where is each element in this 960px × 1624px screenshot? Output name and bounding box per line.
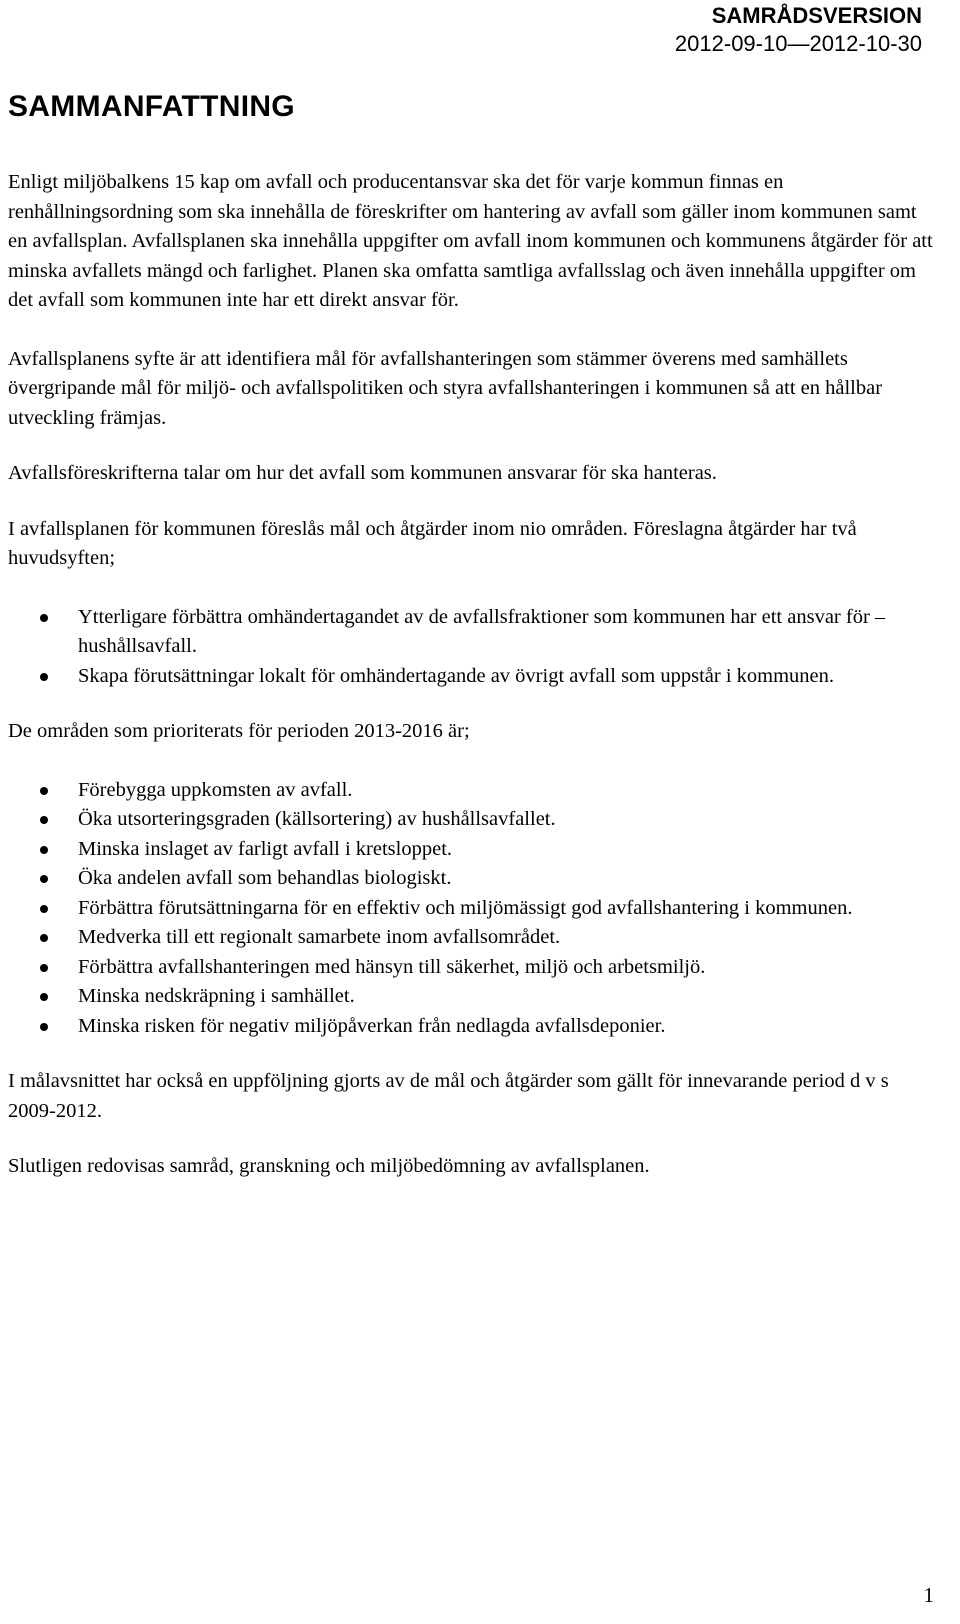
bullet-icon [40,673,48,681]
list-item [8,835,938,865]
page-title: SAMMANFATTNING [8,90,295,123]
paragraph: Avfallsföreskrifterna talar om hur det avfall som kommunen ansvarar för ska hanteras. [8,462,717,484]
priorities-list [8,776,938,1042]
paragraph: De områden som prioriterats för perioden 2013-2016 är; [8,720,470,742]
list-item-text: Skapa förutsättningar lokalt för omhändertagande av övrigt avfall som uppstår i kommunen. [78,664,835,687]
list-item-text: Förbättra förutsättningarna för en effektiv och miljömässigt god avfallshantering i kommunen. [78,896,853,919]
bullet-icon [40,614,48,622]
bullet-icon [40,964,48,972]
paragraph: I avfallsplanen för kommunen föreslås mål och åtgärder inom nio områden. Föreslagna åtgärder har två huvudsyften; [8,517,857,569]
paragraph: Avfallsplanens syfte är att identifiera mål för avfallshanteringen som stämmer överens med samhällets övergripande mål för miljö- och avfallspolitiken och styra avfallshanteringen i kommunen så att en hållbar utveckling främjas. [8,347,883,429]
bullet-icon [40,787,48,795]
list-item-text: Medverka till ett regionalt samarbete inom avfallsområdet. [78,926,561,948]
list-item [8,1012,938,1042]
consultation-period: 2012-09-10—2012-10-30 [674,31,922,56]
list-item [8,953,938,983]
paragraph: Slutligen redovisas samråd, granskning och miljöbedömning av avfallsplanen. [8,1155,650,1177]
list-item [8,864,938,894]
page-number: 1 [923,1583,934,1607]
paragraph: I målavsnittet har också en uppföljning gjorts av de mål och åtgärder som gällt för innevarande period d v s 2009-2012. [8,1070,889,1122]
list-item-text: Förbättra avfallshanteringen med hänsyn till säkerhet, miljö och arbetsmiljö. [78,955,706,978]
list-item [8,776,938,806]
bullet-icon [40,875,48,883]
list-item-text: Förebygga uppkomsten av avfall. [78,778,353,801]
bullet-icon [40,905,48,913]
list-item-text: Öka utsorteringsgraden (källsortering) av hushållsavfallet. [78,808,556,830]
bullet-icon [40,816,48,824]
document-header [675,2,922,58]
list-item-text: Ytterligare förbättra omhändertagandet av de avfallsfraktioner som kommunen har ett ansvar för – hushållsavfall. [78,605,886,657]
document-body [8,168,938,1182]
list-item-text: Minska risken för negativ miljöpåverkan från nedlagda avfallsdeponier. [78,1014,666,1037]
list-item [8,923,938,953]
list-item [8,894,938,924]
bullet-icon [40,1023,48,1031]
list-item [8,662,938,692]
list-item-text: Minska inslaget av farligt avfall i kretsloppet. [78,837,453,860]
bullet-icon [40,993,48,1001]
bullet-icon [40,934,48,942]
list-item [8,982,938,1012]
list-item-text: Minska nedskräpning i samhället. [78,985,355,1007]
list-item [8,805,938,835]
paragraph: Enligt miljöbalkens 15 kap om avfall och producentansvar ska det för varje kommun finnas en renhållningsordning som ska innehålla de föreskrifter om hantering av avfall som gäller inom kommunen samt en avfallsplan. Avfallsplanen ska innehålla uppgifter om avfall inom kommunen och kommunens åtgärder för att minska avfallets mängd och farlighet. Planen ska omfatta samtliga avfallsslag och även innehålla uppgifter om det avfall som kommunen inte har ett direkt ansvar för. [8,171,933,311]
version-label: SAMRÅDSVERSION [711,3,922,28]
purposes-list [8,603,938,692]
bullet-icon [40,846,48,854]
list-item [8,603,938,662]
list-item-text: Öka andelen avfall som behandlas biologiskt. [78,867,452,889]
